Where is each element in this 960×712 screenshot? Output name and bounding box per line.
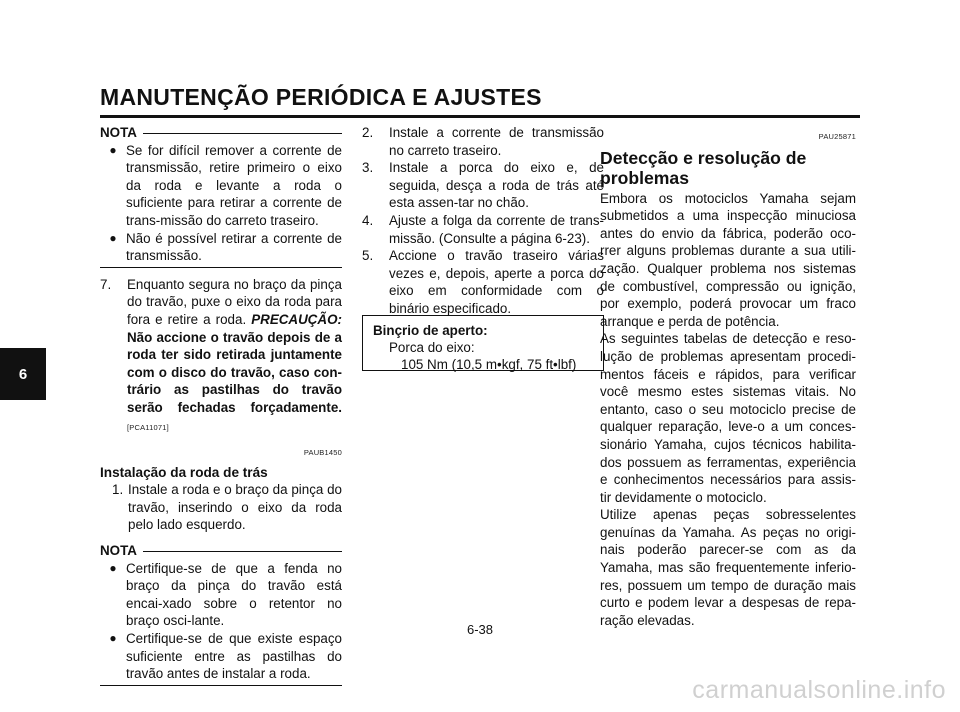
nota-label: NOTA [100,543,137,559]
section-code: PAUB1450 [303,448,342,458]
middle-column [362,124,604,318]
chapter-tab[interactable]: 6 [0,348,46,400]
install-step-3 [362,159,604,212]
caution-label: PRECAUÇÃO: [251,311,342,327]
left-column [100,124,342,694]
paragraph: Embora os motociclos Yamaha sejam submetidos a uma inspecção minuciosa antes do envio da fábrica, poderão oco-rrer alguns problemas durante a sua utili-zação. Qualquer problema nos sistemas de combustível, compressão ou ignição, por exemplo, poderá provocar um fraco arranque e perda de potência. [600,190,856,329]
section-title: Instalação da roda de trás [100,464,268,480]
right-column [600,124,856,629]
nota-bullet-text: Certifique-se de que a fenda no braço da pinça do travão está encai-xado sobre o retentor no braço osci-lante. [126,560,342,629]
nota-bullet-text: Não é possível retirar a corrente de transmissão. [126,230,342,264]
bullet-icon: ● [109,560,117,575]
bullet-icon: ● [109,631,117,646]
install-step-1 [100,481,342,534]
caution-text: Não accione o travão depois de a roda ter sido retirada juntamente com o disco do travão, caso con-trário as pastilhas do travão serão fechadas forçadamente. [127,329,342,415]
nota-heading [100,124,342,142]
paragraph: Utilize apenas peças sobresselentes genuínas da Yamaha. As peças no origi-nais poderão parecer-se com as da Yamaha, mas são frequentemente inferio-res, possuem um tempo de duração mais curto e podem levar a despesas de repa-ração elevadas. [600,507,856,628]
step-text: Instale a roda e o braço da pinça do travão, inserindo o eixo da roda pelo lado esquerdo. [128,482,342,533]
step-text: Ajuste a folga da corrente de trans-missão. (Consulte a página 6-23). [389,212,604,246]
removal-step-7 [100,276,342,436]
install-step-4 [362,212,604,247]
nota-rule [143,133,342,134]
watermark[interactable]: carmanualsonline.info [692,676,946,704]
torque-value: 105 Nm (10,5 m•kgf, 75 ft•lbf) [401,357,577,372]
nota-label: NOTA [100,125,137,140]
nota-bullet-text: Certifique-se de que existe espaço suficiente entre as pastilhas do travão antes de instalar a roda. [126,631,342,682]
nota-bullet [100,230,342,265]
step-text: Enquanto segura no braço da pinça do travão, puxe o eixo da roda para fora e retire a roda. [127,276,342,327]
paragraph: As seguintes tabelas de detecção e reso-lução de problemas apresentam procedi-mentos fáceis e rápidos, para verificar você mesmo estes sistemas vitais. No entanto, caso o seu motociclo precise de qualquer reparação, leve-o a um conces-sionário Yamaha, cujos técnicos habilita-dos possuem as ferramentas, experiência e conhecimentos necessários para assis-tir devidamente o motociclo. [600,331,856,505]
torque-spec-box [362,315,604,371]
install-step-2 [362,124,604,159]
step-text: Instale a corrente de transmissão no carreto traseiro. [389,125,604,158]
step-text: Accione o travão traseiro várias vezes e, depois, aperte a porca do eixo em conformidade com o binário especificado. [389,248,604,316]
caution-code: [PCA11071] [127,422,169,432]
nota-bullet [100,142,342,230]
header-rule [100,115,860,118]
nota-rule [143,551,342,552]
step-number: 7. [100,276,112,292]
step-number: 4. [362,212,374,228]
nota-bullet [100,630,342,683]
nota-end-rule [100,267,342,268]
nota-end-rule [100,685,342,686]
step-text: Instale a porca do eixo e, de seguida, desça a roda de trás até esta assen-tar no chão. [389,160,604,211]
section-heading: Detecção e resolução de problemas [600,147,807,188]
nota-bullet [100,560,342,630]
nota-heading [100,542,342,560]
step-number: 2. [362,125,374,140]
step-number: 5. [362,248,374,264]
step-number: 3. [362,160,374,176]
step-body [127,276,342,436]
step-number: 1. [112,482,124,498]
torque-item: Porca do eixo: [389,340,475,355]
page-header-title: MANUTENÇÃO PERIÓDICA E AJUSTES [100,84,542,110]
install-step-5 [362,247,604,317]
section-code: PAU25871 [818,132,856,141]
nota-bullet-text: Se for difícil remover a corrente de transmissão, retire primeiro o eixo da roda e levante a roda o suficiente para retirar a corrente de trans-missão do carreto traseiro. [126,142,342,228]
bullet-icon: ● [109,230,117,245]
page-number: 6-38 [466,622,494,637]
bullet-icon: ● [109,142,117,157]
torque-label: Binçrio de aperto: [373,323,488,338]
